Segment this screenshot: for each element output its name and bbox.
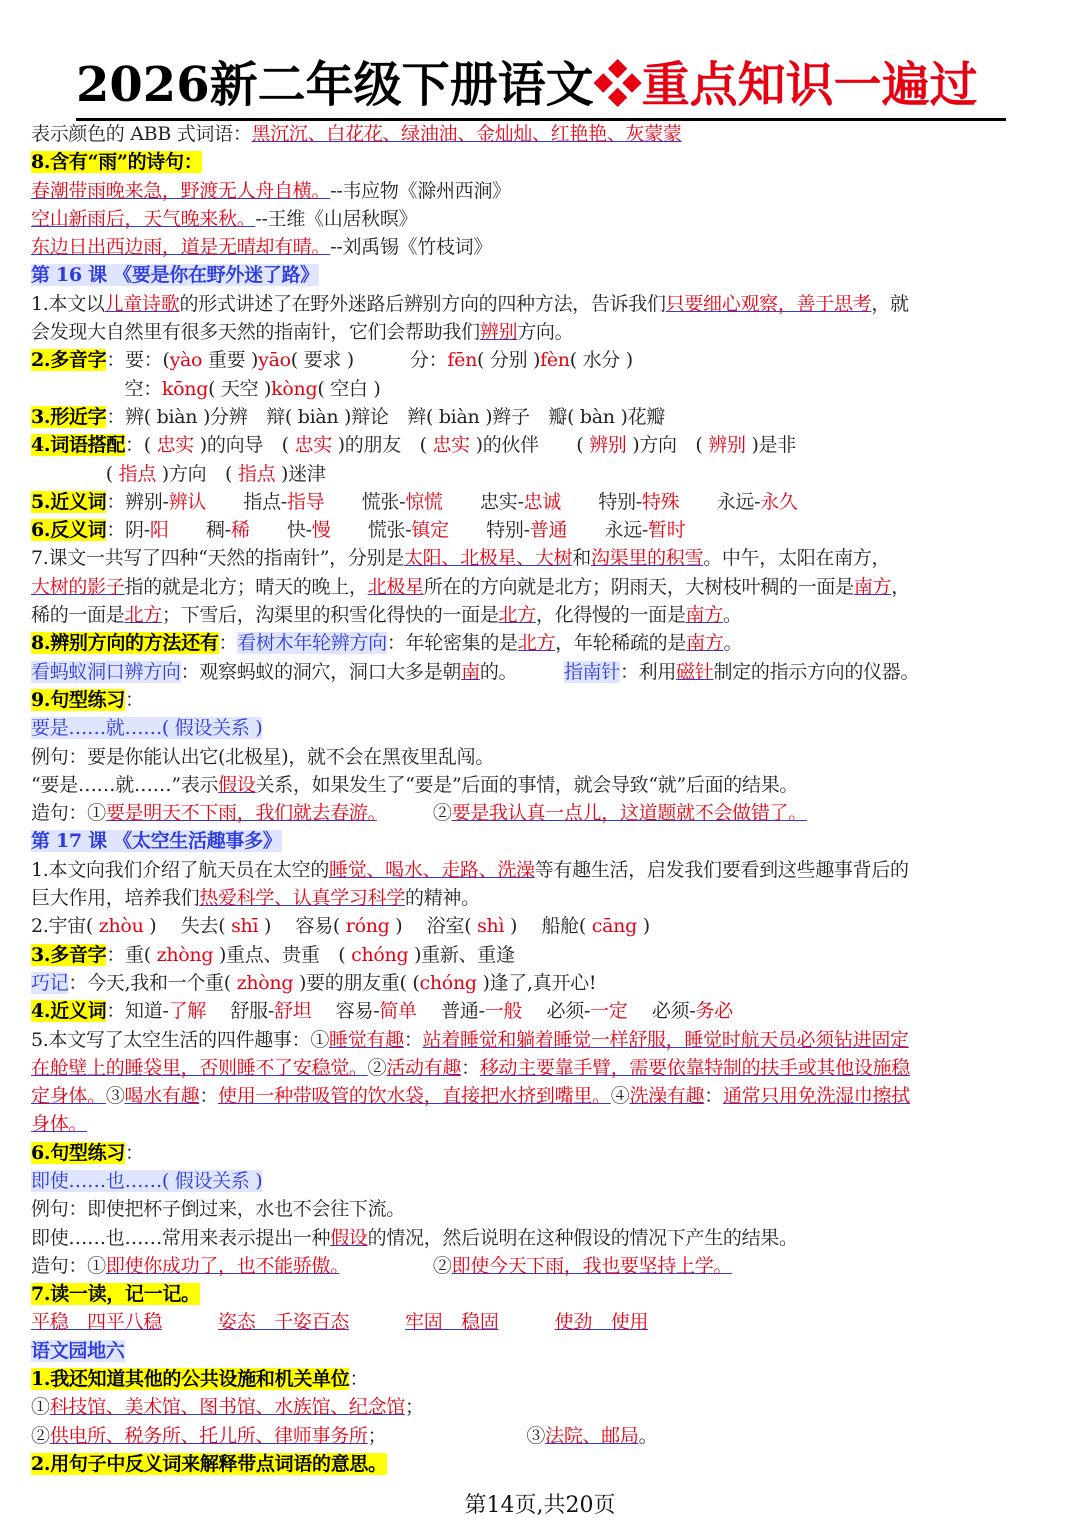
text-segment: 儿童诗歌	[104, 292, 180, 315]
text-segment: 。中午，太阳在南方，	[703, 547, 891, 570]
text-segment: yào	[169, 349, 203, 372]
text-segment: 特别-	[448, 519, 530, 542]
text-line	[31, 941, 1053, 969]
text-segment: 指点	[237, 462, 276, 485]
text-line	[31, 686, 1053, 714]
text-segment: 要是我认真一点儿，这道题就不会做错了。	[451, 802, 807, 825]
text-segment: 在舱壁上的睡袋里，否则睡不了安稳觉。	[31, 1056, 368, 1079]
text-line	[31, 884, 1053, 912]
text-segment: )的伙伴 (	[469, 434, 590, 457]
text-segment: --王维《山居秋暝》	[255, 207, 418, 230]
text-segment: 慢	[311, 519, 331, 542]
text-segment	[349, 1311, 405, 1333]
text-segment: 看蚂蚁洞口辨方向	[31, 660, 181, 683]
text-segment: 第 16 课 《要是你在野外迷了路》	[31, 264, 319, 287]
text-segment: ：今天,我和一个重(	[68, 971, 237, 994]
text-segment: 即使今天下雨，我也要坚持上学。	[451, 1254, 733, 1277]
text-segment: ③	[105, 1085, 125, 1108]
text-segment: kōng	[161, 377, 209, 400]
text-line	[31, 1110, 1053, 1138]
title-black: 2026新二年级下册语文	[76, 57, 594, 113]
text-segment: 例句：即使把杯子倒过来，水也不会往下流。	[31, 1198, 406, 1221]
text-line	[31, 1337, 1053, 1365]
text-segment: 北方	[498, 604, 536, 627]
text-segment: 忠实	[294, 434, 332, 457]
text-segment: 空山新雨后，天气晚来秋。	[31, 207, 256, 230]
text-segment: 黑沉沉、白花花、绿油油、金灿灿、红艳艳、灰蒙蒙	[251, 123, 682, 145]
text-segment: fèn	[540, 349, 570, 372]
text-segment: 5.本文写了太空生活的四件趣事：①	[31, 1028, 330, 1051]
text-segment: )的朋友 (	[331, 434, 433, 457]
text-segment: 的精神。	[405, 887, 480, 910]
text-segment: 6.句型练习	[31, 1141, 126, 1164]
text-segment: zhòu	[98, 915, 144, 938]
text-segment: ( 空白 )	[317, 377, 381, 400]
text-segment: 制定的指示方向的仪器。	[713, 660, 920, 683]
text-line	[31, 346, 1053, 374]
text-segment: ：(	[125, 434, 157, 457]
text-segment: 辨别	[708, 434, 746, 457]
text-segment: ，	[891, 575, 910, 598]
text-segment: 平稳 四平八稳	[31, 1311, 162, 1334]
text-segment: ：阴-	[106, 519, 150, 542]
text-segment: 科技馆、美术馆、图书馆、水族馆、纪念馆	[49, 1396, 406, 1419]
text-segment: 即使……也……( 假设关系 )	[31, 1169, 263, 1192]
text-line	[31, 714, 1053, 742]
text-segment: 普通-	[416, 1000, 485, 1023]
text-line	[31, 1026, 1053, 1054]
text-segment: 北方	[124, 604, 162, 627]
text-segment: 身体。	[31, 1113, 88, 1136]
text-segment: 空：	[31, 377, 162, 400]
text-segment: 关系，如果发生了“要是”后面的事情，就会导致“就”后面的结果。	[255, 773, 799, 796]
page-footer: 第14页,共20页	[464, 1493, 616, 1518]
text-segment: 例句：要是你能认出它(北极星)，就不会在黑夜里乱闯。	[31, 745, 495, 768]
text-line	[31, 177, 1053, 205]
text-segment: ：观察蚂蚁的洞穴，洞口大多是朝	[180, 660, 462, 683]
text-line	[31, 1422, 1053, 1450]
text-line	[31, 1195, 1053, 1223]
text-segment: 热爱科学、认真学习科学	[199, 887, 406, 910]
text-segment: ) 浴室(	[389, 915, 478, 938]
text-segment: 的。	[479, 660, 564, 683]
text-line	[31, 658, 1053, 686]
text-line	[31, 771, 1053, 799]
text-line	[31, 1054, 1053, 1082]
text-segment: ) 船舱(	[504, 915, 592, 938]
text-segment: 快-	[249, 519, 312, 542]
text-segment: 南方	[686, 632, 724, 655]
text-segment: 通常只用免洗湿巾擦拭	[722, 1085, 910, 1108]
text-line	[31, 912, 1053, 940]
text-segment: 沟渠里的积雪	[590, 547, 704, 570]
text-segment: ：辨别-	[106, 490, 169, 513]
text-segment: kòng	[271, 377, 318, 400]
text-segment	[499, 1311, 555, 1333]
text-segment: 1.我还知道其他的公共设施和机关单位	[31, 1368, 350, 1391]
text-segment: 指导	[286, 490, 325, 513]
text-segment: 春潮带雨晚来急，野渡无人舟自横。	[31, 179, 331, 202]
text-segment: 2.多音字	[31, 349, 107, 372]
text-segment: ：辨( biàn )分辨 辩( biàn )辩论 辫( biàn )辫子 瓣( bàn )花瓣	[106, 405, 666, 428]
text-line	[31, 1252, 1053, 1280]
text-segment: 睡觉、喝水、走路、洗澡	[329, 858, 535, 881]
text-line	[31, 573, 1053, 601]
text-segment: 北方	[517, 632, 556, 655]
text-segment: ：	[199, 1085, 219, 1108]
text-segment: shī	[231, 915, 259, 938]
text-line	[31, 1365, 1053, 1393]
text-segment: 永远-	[679, 490, 761, 513]
text-segment: 普通	[529, 519, 568, 542]
text-line	[31, 1308, 1053, 1336]
text-segment: 辨别	[589, 434, 627, 457]
text-segment: ②	[339, 1254, 452, 1277]
text-line	[31, 1393, 1053, 1421]
text-segment: ：要：(	[106, 349, 170, 372]
text-segment: )重新、重逢	[408, 943, 515, 966]
text-segment: 忠实	[156, 434, 195, 457]
text-segment: ：	[125, 688, 144, 711]
text-segment: ；	[405, 1396, 424, 1419]
text-segment: 方向。	[517, 321, 574, 344]
page-title	[76, 52, 1006, 121]
text-segment: 站着睡觉和躺着睡觉一样舒服，睡觉时航天员必须钻进固定	[422, 1028, 909, 1051]
text-segment: zhòng	[156, 943, 214, 966]
text-segment: 南方	[853, 575, 892, 598]
text-line	[31, 431, 1053, 459]
text-segment: ：知道-	[106, 1000, 169, 1023]
text-segment: 镇定	[411, 519, 449, 542]
text-segment: 即使你成功了，也不能骄傲。	[105, 1254, 340, 1277]
text-segment: 的情况，然后说明在这种假设的情况下产生的结果。	[367, 1226, 798, 1249]
text-line	[31, 1139, 1053, 1167]
text-segment: ：年轮密集的是	[386, 632, 518, 655]
document-body	[31, 120, 1053, 1478]
text-segment: 。	[638, 1424, 658, 1447]
text-segment: 洗澡有趣	[629, 1085, 705, 1108]
text-segment: 南	[461, 660, 480, 683]
text-segment: 忠实-	[442, 490, 524, 513]
text-segment: ：	[349, 1368, 369, 1391]
text-segment: 忠诚	[523, 490, 561, 513]
text-segment: ②	[367, 1056, 387, 1079]
text-segment: shì	[477, 915, 505, 938]
text-segment: 。	[722, 604, 742, 627]
text-segment: 1.本文向我们介绍了航天员在太空的	[31, 858, 330, 881]
text-line	[31, 1082, 1053, 1110]
text-segment: 要是……就……( 假设关系 )	[31, 717, 263, 740]
text-segment: 特别-	[560, 490, 642, 513]
text-line	[31, 544, 1053, 572]
text-segment: ( 分别 )	[477, 349, 541, 372]
text-segment: ) 失去(	[143, 915, 232, 938]
text-segment: ； ③	[367, 1424, 546, 1447]
text-segment: 5.近义词	[31, 490, 107, 513]
text-segment: 特殊	[641, 490, 680, 513]
text-segment: ②	[31, 1424, 50, 1447]
text-segment: 慌张-	[324, 490, 406, 513]
text-line	[31, 261, 1053, 289]
text-segment: 看树木年轮辨方向	[237, 632, 387, 655]
text-segment: 忠实	[432, 434, 470, 457]
text-segment: 牢固 稳固	[405, 1311, 499, 1334]
text-segment: 太阳、北极星、大树	[403, 547, 573, 570]
text-segment: 简单	[379, 1000, 417, 1023]
text-segment: )要的朋友重( (	[293, 971, 420, 994]
text-segment: ，化得慢的一面是	[535, 604, 686, 627]
text-segment: 磁针	[676, 660, 714, 683]
text-segment: 舒服-	[205, 1000, 274, 1023]
text-segment: ①	[31, 1396, 50, 1419]
text-segment: 等有趣生活，启发我们要看到这些趣事背后的	[534, 858, 909, 881]
text-segment: 2.宇宙(	[31, 915, 99, 938]
text-segment: cāng	[591, 915, 637, 938]
text-segment: ：	[125, 1141, 144, 1164]
text-segment: 要是明天不下雨，我们就去春游。	[105, 802, 377, 825]
text-segment: 和	[572, 547, 591, 570]
text-segment: 姿态 千姿百态	[218, 1311, 349, 1334]
text-segment: 稠-	[168, 519, 231, 542]
text-segment: 巧记	[31, 971, 69, 994]
text-segment: --韦应物《滁州西涧》	[330, 179, 511, 202]
text-line	[31, 205, 1053, 233]
text-line	[31, 601, 1053, 629]
text-segment: 一般	[484, 1000, 523, 1023]
text-segment: róng	[345, 915, 390, 938]
text-segment: 7.课文一共写了四种“天然的指南针”，分别是	[31, 547, 404, 570]
text-line	[31, 403, 1053, 431]
text-segment: ：	[218, 632, 238, 655]
text-segment: 必须-	[522, 1000, 591, 1023]
text-segment: 阳	[149, 519, 169, 542]
text-segment: )逢了,真开心!	[476, 971, 597, 994]
text-segment: 假设	[330, 1226, 368, 1249]
text-segment: 辨认	[168, 490, 206, 513]
text-segment: ：	[704, 1085, 723, 1108]
text-segment: 指点	[118, 462, 157, 485]
text-segment: 所在的方向就是北方；阴雨天，大树枝叶稠的一面是	[423, 575, 854, 598]
text-segment: )迷津	[275, 462, 326, 485]
text-segment: 永远-	[567, 519, 649, 542]
text-segment: 3.多音字	[31, 943, 107, 966]
text-segment: 睡觉有趣	[329, 1028, 404, 1051]
text-segment: 3.形近字	[31, 405, 107, 428]
text-segment: ④	[610, 1085, 630, 1108]
text-line	[31, 1167, 1053, 1195]
text-segment: 6.反义词	[31, 519, 107, 542]
text-segment: ( 水分 )	[569, 349, 633, 372]
text-segment: 7.读一读，记一记。	[31, 1283, 200, 1306]
text-segment: 假设	[218, 773, 256, 796]
text-segment: 使劲 使用	[554, 1311, 649, 1334]
text-segment: 法院、邮局	[545, 1424, 639, 1447]
text-line	[31, 375, 1053, 403]
text-line	[31, 516, 1053, 544]
text-segment: 第 17 课 《太空生活趣事多》	[31, 830, 282, 853]
text-segment: yāo	[258, 349, 291, 372]
text-line	[31, 148, 1053, 176]
text-segment: 北极星	[367, 575, 424, 598]
text-segment: 4.词语搭配	[31, 434, 126, 457]
text-segment: 8.含有“雨”的诗句：	[31, 151, 203, 174]
text-segment: 稀的一面是	[31, 604, 125, 627]
text-segment: 指的就是北方；晴天的晚上，	[124, 575, 368, 598]
text-segment: 只要细心观察，善于思考	[665, 292, 872, 315]
text-segment: ②	[376, 802, 452, 825]
text-segment: 永久	[760, 490, 798, 513]
text-segment: zhòng	[236, 971, 294, 994]
text-line	[31, 827, 1053, 855]
text-segment: ( 要求 ) 分：	[290, 349, 448, 372]
text-segment: ( 天空 )	[208, 377, 272, 400]
text-segment: 会发现大自然里有很多天然的指南针，它们会帮助我们	[31, 321, 480, 344]
text-line	[31, 997, 1053, 1025]
text-segment: 使用一种带吸管的饮水袋，直接把水挤到嘴里。	[218, 1085, 611, 1108]
text-segment: 移动主要靠手臂，需要依靠特制的扶手或其他设施稳	[479, 1056, 910, 1079]
text-line	[31, 460, 1053, 488]
text-segment: 语文园地六	[31, 1339, 125, 1362]
text-segment: ，年轮稀疏的是	[555, 632, 687, 655]
text-segment: 的形式讲述了在野外迷路后辨别方向的四种方法，告诉我们	[179, 292, 666, 315]
text-segment: 稀	[230, 519, 250, 542]
text-segment: ，就	[871, 292, 909, 315]
text-segment: 辨别	[479, 321, 518, 344]
text-segment: 暂时	[648, 519, 686, 542]
text-segment: 必须-	[627, 1000, 696, 1023]
text-segment: 一定	[590, 1000, 628, 1023]
text-segment: 2.用句子中反义词来解释带点词语的意思。	[31, 1452, 387, 1475]
text-segment: 4.近义词	[31, 1000, 107, 1023]
diamond-icon: ❖	[593, 57, 642, 113]
text-line	[31, 743, 1053, 771]
text-line	[31, 120, 1053, 148]
text-segment: 巨大作用，培养我们	[31, 887, 200, 910]
text-segment: 造句：①	[31, 802, 106, 825]
text-segment: )方向 (	[156, 462, 238, 485]
text-line	[31, 488, 1053, 516]
text-line	[31, 799, 1053, 827]
text-line	[31, 290, 1053, 318]
text-segment: 南方	[685, 604, 723, 627]
text-segment: chóng	[351, 943, 409, 966]
text-segment: ；下雪后，沟渠里的积雪化得快的一面是	[161, 604, 499, 627]
text-line	[31, 318, 1053, 346]
text-segment: )是非	[745, 434, 796, 457]
text-segment: 9.句型练习	[31, 688, 126, 711]
text-line	[31, 233, 1053, 261]
text-segment: “要是……就……”表示	[31, 773, 219, 796]
text-line	[31, 856, 1053, 884]
text-segment: (	[31, 462, 119, 485]
text-segment: fēn	[447, 349, 478, 372]
text-segment: 造句：①	[31, 1254, 106, 1277]
text-segment: 了解	[168, 1000, 206, 1023]
text-segment: 舒坦	[273, 1000, 312, 1023]
text-segment: )的向导 (	[194, 434, 295, 457]
text-segment: 大树的影子	[31, 575, 125, 598]
text-segment: 容易-	[311, 1000, 380, 1023]
text-segment: 。	[723, 632, 743, 655]
text-segment: ：	[403, 1028, 423, 1051]
text-segment: )方向 (	[626, 434, 709, 457]
text-segment: 慌张-	[330, 519, 412, 542]
text-line	[31, 1280, 1053, 1308]
text-segment: 即使……也……常用来表示提出一种	[31, 1226, 331, 1249]
text-segment: 供电所、税务所、托儿所、律师事务所	[49, 1424, 368, 1447]
text-segment: 指南针	[563, 660, 620, 683]
text-segment: 惊慌	[405, 490, 443, 513]
text-segment: ：重(	[106, 943, 157, 966]
text-line	[31, 629, 1053, 657]
text-segment: 8.辨别方向的方法还有	[31, 632, 219, 655]
text-line	[31, 1224, 1053, 1252]
text-segment: 活动有趣	[386, 1056, 462, 1079]
text-segment: 1.本文以	[31, 292, 105, 315]
text-segment: --刘禹锡《竹枝词》	[330, 236, 493, 259]
text-segment: ) 容易(	[258, 915, 346, 938]
text-segment: 定身体。	[31, 1085, 106, 1108]
title-red: 重点知识一遍过	[641, 57, 978, 113]
text-segment: 表示颜色的 ABB 式词语：	[31, 123, 252, 145]
text-segment: ：利用	[619, 660, 677, 683]
text-segment: ：	[461, 1056, 480, 1079]
text-segment: )	[636, 915, 650, 938]
text-segment: )重点、贵重 (	[213, 943, 352, 966]
text-segment: 重要 )	[202, 349, 259, 372]
text-line	[31, 1450, 1053, 1478]
text-segment	[162, 1311, 218, 1333]
text-segment: 东边日出西边雨，道是无晴却有晴。	[31, 236, 331, 259]
text-segment: 务必	[695, 1000, 733, 1023]
text-segment: chóng	[419, 971, 477, 994]
text-segment: 喝水有趣	[124, 1085, 200, 1108]
text-line	[31, 969, 1053, 997]
text-segment: 指点-	[205, 490, 287, 513]
